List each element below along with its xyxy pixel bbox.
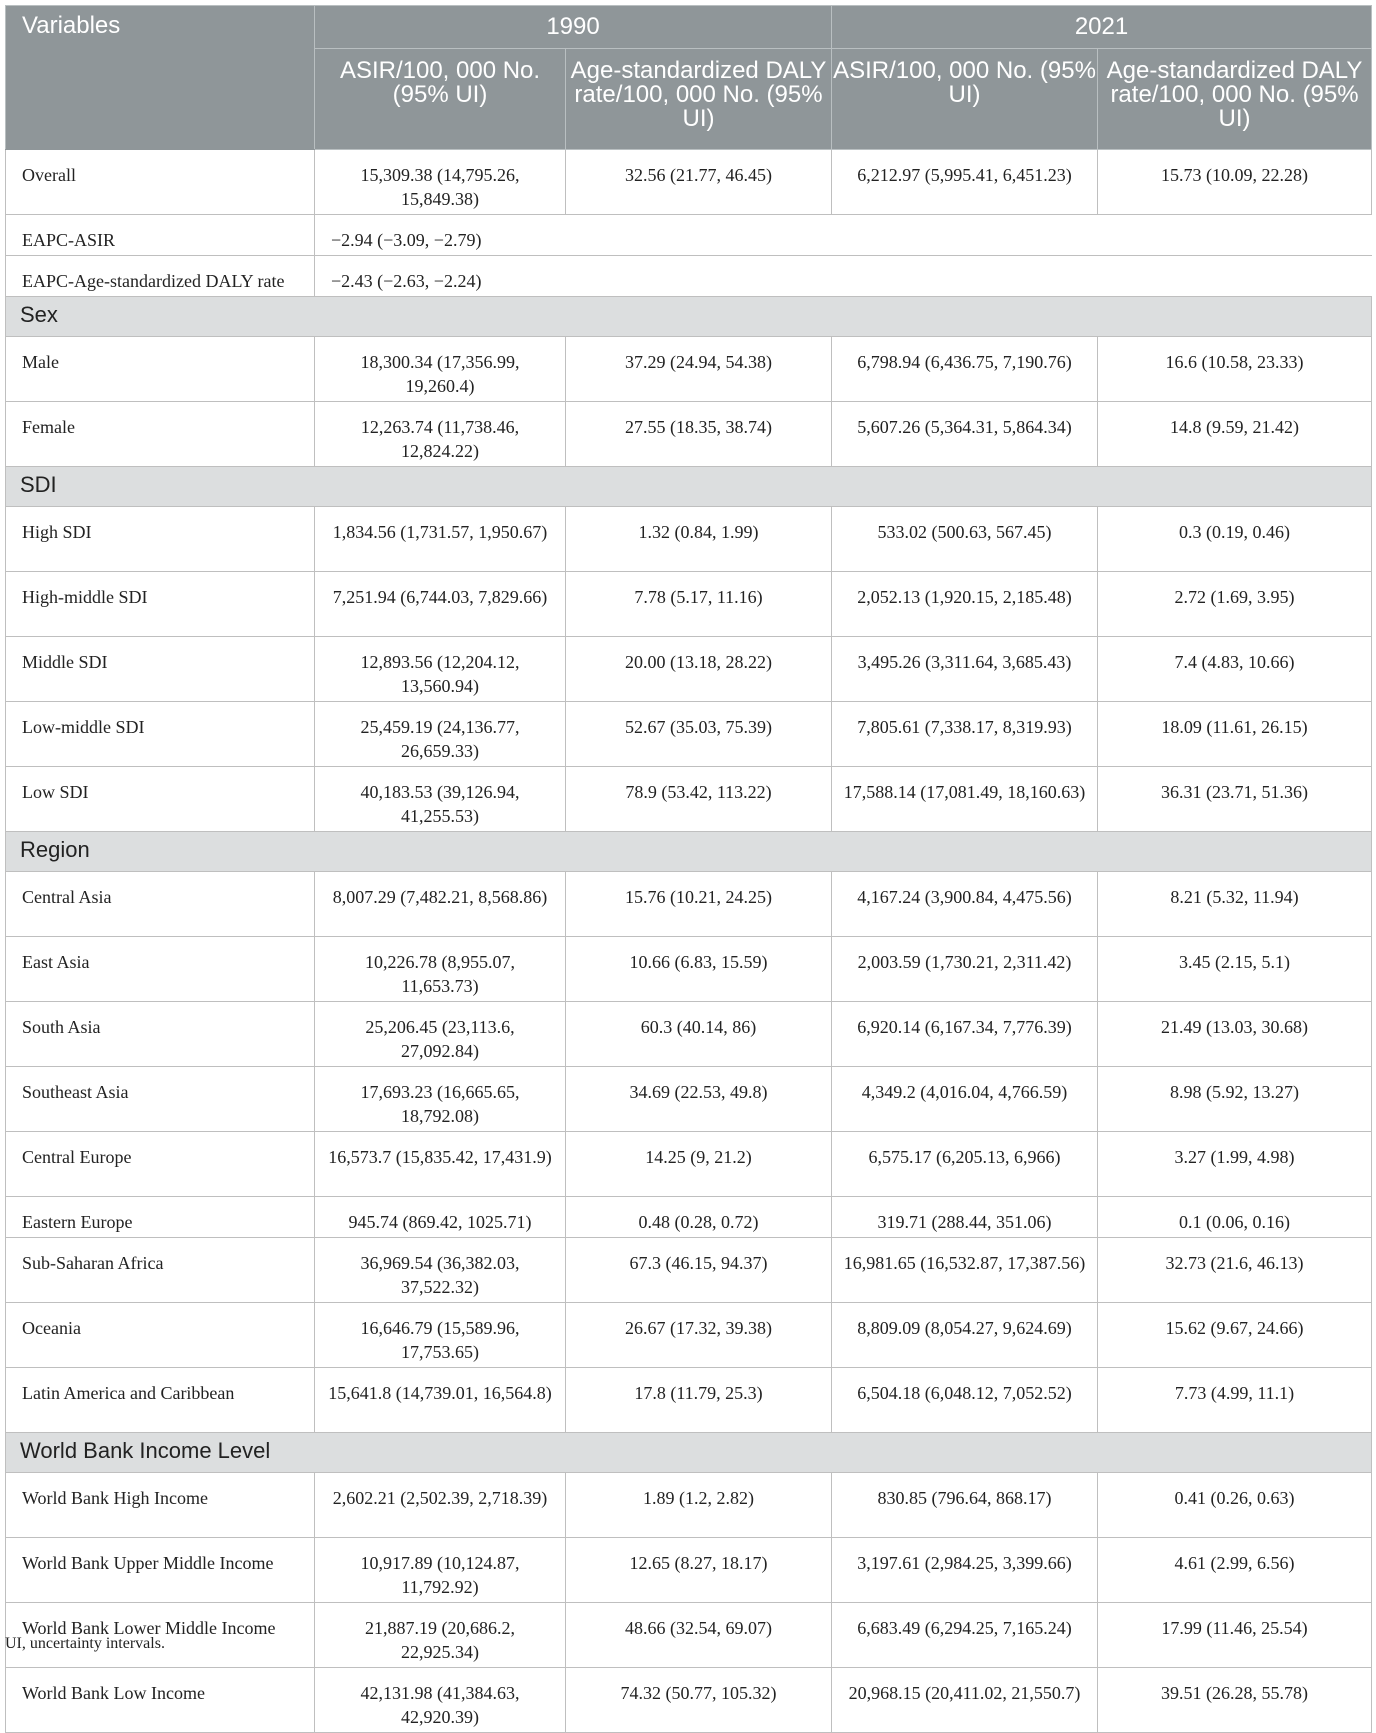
row-label: Overall [6, 150, 315, 215]
cell-v1: 12,263.74 (11,738.46, 12,824.22) [315, 402, 566, 467]
cell-v4: 39.51 (26.28, 55.78) [1098, 1668, 1372, 1733]
cell-v1: 10,917.89 (10,124.87, 11,792.92) [315, 1538, 566, 1603]
cell-v4: 21.49 (13.03, 30.68) [1098, 1002, 1372, 1067]
cell-v3: 830.85 (796.64, 868.17) [832, 1473, 1098, 1538]
cell-v2: 14.25 (9, 21.2) [566, 1132, 832, 1197]
cell-v1: 21,887.19 (20,686.2, 22,925.34) [315, 1603, 566, 1668]
cell-v3: 4,349.2 (4,016.04, 4,766.59) [832, 1067, 1098, 1132]
table-row [6, 637, 1372, 702]
cell-v4: 0.3 (0.19, 0.46) [1098, 507, 1372, 572]
table-row [6, 1368, 1372, 1433]
header-asir-2021: ASIR/100, 000 No. (95% UI) [832, 49, 1098, 150]
table-row [6, 1197, 1372, 1238]
table-row [6, 507, 1372, 572]
row-label: World Bank Low Income [6, 1668, 315, 1733]
row-label: EAPC-Age-standardized DALY rate [6, 256, 315, 297]
cell-v2: 20.00 (13.18, 28.22) [566, 637, 832, 702]
table-row [6, 1238, 1372, 1303]
section-title: Sex [6, 297, 1372, 337]
table-row [6, 402, 1372, 467]
table-row [6, 767, 1372, 832]
table-header [6, 6, 1372, 150]
cell-v1: 36,969.54 (36,382.03, 37,522.32) [315, 1238, 566, 1303]
row-label: EAPC-ASIR [6, 215, 315, 256]
table-row [6, 702, 1372, 767]
row-label: High-middle SDI [6, 572, 315, 637]
cell-v3: 6,212.97 (5,995.41, 6,451.23) [832, 150, 1098, 215]
cell-v1: 12,893.56 (12,204.12, 13,560.94) [315, 637, 566, 702]
table-row [6, 572, 1372, 637]
cell-v2: 1.89 (1.2, 2.82) [566, 1473, 832, 1538]
table-row [6, 1668, 1372, 1733]
cell-v2: 1.32 (0.84, 1.99) [566, 507, 832, 572]
cell-v4: 4.61 (2.99, 6.56) [1098, 1538, 1372, 1603]
cell-v4: 2.72 (1.69, 3.95) [1098, 572, 1372, 637]
row-label: Southeast Asia [6, 1067, 315, 1132]
cell-v4: 32.73 (21.6, 46.13) [1098, 1238, 1372, 1303]
cell-v3: 7,805.61 (7,338.17, 8,319.93) [832, 702, 1098, 767]
cell-v1: 25,206.45 (23,113.6, 27,092.84) [315, 1002, 566, 1067]
cell-v1: 18,300.34 (17,356.99, 19,260.4) [315, 337, 566, 402]
eapc-value: −2.94 (−3.09, −2.79) [315, 215, 1372, 256]
row-label: World Bank Upper Middle Income [6, 1538, 315, 1603]
cell-v1: 15,309.38 (14,795.26, 15,849.38) [315, 150, 566, 215]
cell-v4: 17.99 (11.46, 25.54) [1098, 1603, 1372, 1668]
table-row [6, 215, 1372, 256]
section-title: Region [6, 832, 1372, 872]
row-label: World Bank Lower Middle Income [6, 1603, 315, 1668]
cell-v1: 17,693.23 (16,665.65, 18,792.08) [315, 1067, 566, 1132]
cell-v3: 20,968.15 (20,411.02, 21,550.7) [832, 1668, 1098, 1733]
row-label: Latin America and Caribbean [6, 1368, 315, 1433]
section-header-row [6, 832, 1372, 872]
cell-v3: 5,607.26 (5,364.31, 5,864.34) [832, 402, 1098, 467]
cell-v3: 6,575.17 (6,205.13, 6,966) [832, 1132, 1098, 1197]
cell-v2: 37.29 (24.94, 54.38) [566, 337, 832, 402]
table-row [6, 1603, 1372, 1668]
row-label: World Bank High Income [6, 1473, 315, 1538]
table-row [6, 1002, 1372, 1067]
header-variables: Variables [6, 6, 315, 150]
cell-v3: 6,504.18 (6,048.12, 7,052.52) [832, 1368, 1098, 1433]
cell-v2: 17.8 (11.79, 25.3) [566, 1368, 832, 1433]
cell-v1: 945.74 (869.42, 1025.71) [315, 1197, 566, 1238]
row-label: East Asia [6, 937, 315, 1002]
row-label: Oceania [6, 1303, 315, 1368]
cell-v1: 42,131.98 (41,384.63, 42,920.39) [315, 1668, 566, 1733]
cell-v4: 3.27 (1.99, 4.98) [1098, 1132, 1372, 1197]
cell-v4: 8.21 (5.32, 11.94) [1098, 872, 1372, 937]
cell-v4: 0.1 (0.06, 0.16) [1098, 1197, 1372, 1238]
cell-v4: 8.98 (5.92, 13.27) [1098, 1067, 1372, 1132]
cell-v2: 7.78 (5.17, 11.16) [566, 572, 832, 637]
row-label: Male [6, 337, 315, 402]
section-title: SDI [6, 467, 1372, 507]
row-label: Sub-Saharan Africa [6, 1238, 315, 1303]
cell-v3: 533.02 (500.63, 567.45) [832, 507, 1098, 572]
cell-v1: 10,226.78 (8,955.07, 11,653.73) [315, 937, 566, 1002]
cell-v1: 8,007.29 (7,482.21, 8,568.86) [315, 872, 566, 937]
cell-v3: 2,003.59 (1,730.21, 2,311.42) [832, 937, 1098, 1002]
cell-v2: 67.3 (46.15, 94.37) [566, 1238, 832, 1303]
cell-v2: 48.66 (32.54, 69.07) [566, 1603, 832, 1668]
cell-v4: 7.4 (4.83, 10.66) [1098, 637, 1372, 702]
row-label: Female [6, 402, 315, 467]
cell-v4: 18.09 (11.61, 26.15) [1098, 702, 1372, 767]
cell-v2: 0.48 (0.28, 0.72) [566, 1197, 832, 1238]
cell-v3: 3,495.26 (3,311.64, 3,685.43) [832, 637, 1098, 702]
cell-v4: 3.45 (2.15, 5.1) [1098, 937, 1372, 1002]
cell-v4: 7.73 (4.99, 11.1) [1098, 1368, 1372, 1433]
cell-v3: 6,683.49 (6,294.25, 7,165.24) [832, 1603, 1098, 1668]
cell-v3: 16,981.65 (16,532.87, 17,387.56) [832, 1238, 1098, 1303]
cell-v4: 16.6 (10.58, 23.33) [1098, 337, 1372, 402]
table-row [6, 937, 1372, 1002]
cell-v2: 27.55 (18.35, 38.74) [566, 402, 832, 467]
row-label: Central Asia [6, 872, 315, 937]
cell-v3: 6,920.14 (6,167.34, 7,776.39) [832, 1002, 1098, 1067]
cell-v3: 4,167.24 (3,900.84, 4,475.56) [832, 872, 1098, 937]
cell-v1: 7,251.94 (6,744.03, 7,829.66) [315, 572, 566, 637]
table-row [6, 1132, 1372, 1197]
cell-v3: 6,798.94 (6,436.75, 7,190.76) [832, 337, 1098, 402]
cell-v1: 16,646.79 (15,589.96, 17,753.65) [315, 1303, 566, 1368]
cell-v3: 8,809.09 (8,054.27, 9,624.69) [832, 1303, 1098, 1368]
row-label: Central Europe [6, 1132, 315, 1197]
cell-v4: 15.62 (9.67, 24.66) [1098, 1303, 1372, 1368]
header-daly-1990: Age-standardized DALY rate/100, 000 No. (95% UI) [566, 49, 832, 150]
cell-v1: 1,834.56 (1,731.57, 1,950.67) [315, 507, 566, 572]
cell-v2: 12.65 (8.27, 18.17) [566, 1538, 832, 1603]
cell-v1: 25,459.19 (24,136.77, 26,659.33) [315, 702, 566, 767]
header-year-2021: 2021 [832, 6, 1372, 49]
cell-v1: 16,573.7 (15,835.42, 17,431.9) [315, 1132, 566, 1197]
header-daly-2021: Age-standardized DALY rate/100, 000 No. (95% UI) [1098, 49, 1372, 150]
footnote: UI, uncertainty intervals. [5, 1635, 165, 1652]
row-label: Eastern Europe [6, 1197, 315, 1238]
cell-v4: 0.41 (0.26, 0.63) [1098, 1473, 1372, 1538]
row-label: South Asia [6, 1002, 315, 1067]
row-label: High SDI [6, 507, 315, 572]
cell-v2: 52.67 (35.03, 75.39) [566, 702, 832, 767]
row-label: Low-middle SDI [6, 702, 315, 767]
cell-v4: 14.8 (9.59, 21.42) [1098, 402, 1372, 467]
table-row [6, 256, 1372, 297]
cell-v2: 78.9 (53.42, 113.22) [566, 767, 832, 832]
table-row [6, 872, 1372, 937]
cell-v1: 40,183.53 (39,126.94, 41,255.53) [315, 767, 566, 832]
cell-v1: 2,602.21 (2,502.39, 2,718.39) [315, 1473, 566, 1538]
eapc-value: −2.43 (−2.63, −2.24) [315, 256, 1372, 297]
table-row [6, 337, 1372, 402]
table-body [6, 150, 1372, 1733]
table-row [6, 1538, 1372, 1603]
section-header-row [6, 1433, 1372, 1473]
cell-v2: 10.66 (6.83, 15.59) [566, 937, 832, 1002]
cell-v2: 60.3 (40.14, 86) [566, 1002, 832, 1067]
cell-v2: 15.76 (10.21, 24.25) [566, 872, 832, 937]
cell-v1: 15,641.8 (14,739.01, 16,564.8) [315, 1368, 566, 1433]
section-title: World Bank Income Level [6, 1433, 1372, 1473]
cell-v3: 2,052.13 (1,920.15, 2,185.48) [832, 572, 1098, 637]
row-label: Low SDI [6, 767, 315, 832]
cell-v2: 32.56 (21.77, 46.45) [566, 150, 832, 215]
cell-v3: 17,588.14 (17,081.49, 18,160.63) [832, 767, 1098, 832]
data-table-container [5, 5, 1371, 1733]
table-row [6, 1303, 1372, 1368]
cell-v2: 74.32 (50.77, 105.32) [566, 1668, 832, 1733]
section-header-row [6, 467, 1372, 507]
cell-v3: 319.71 (288.44, 351.06) [832, 1197, 1098, 1238]
cell-v4: 15.73 (10.09, 22.28) [1098, 150, 1372, 215]
cell-v4: 36.31 (23.71, 51.36) [1098, 767, 1372, 832]
section-header-row [6, 297, 1372, 337]
data-table [5, 5, 1372, 1733]
header-asir-1990: ASIR/100, 000 No. (95% UI) [315, 49, 566, 150]
header-year-1990: 1990 [315, 6, 832, 49]
cell-v2: 34.69 (22.53, 49.8) [566, 1067, 832, 1132]
cell-v3: 3,197.61 (2,984.25, 3,399.66) [832, 1538, 1098, 1603]
table-row [6, 1067, 1372, 1132]
table-row [6, 150, 1372, 215]
cell-v2: 26.67 (17.32, 39.38) [566, 1303, 832, 1368]
table-row [6, 1473, 1372, 1538]
row-label: Middle SDI [6, 637, 315, 702]
